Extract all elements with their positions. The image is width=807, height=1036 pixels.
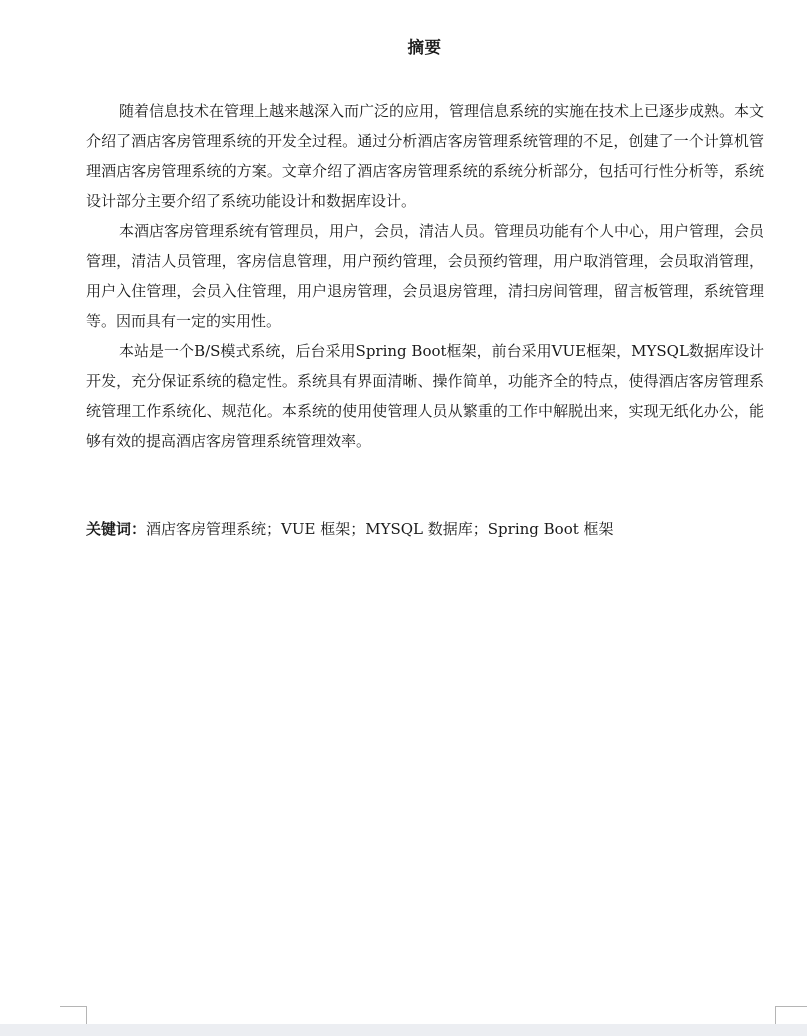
keywords-label: 关键词： [86,520,147,538]
abstract-paragraph-2: 本酒店客房管理系统有管理员，用户，会员，清洁人员。管理员功能有个人中心，用户管理，会员管理，清洁人员管理，客房信息管理，用户预约管理，会员预约管理，用户取消管理，会员取消管理，用户入住管理，会员入住管理，用户退房管理，会员退房管理，清扫房间管理，留言板管理，系统管理等。因而具有一定的实用性。 [86,222,765,330]
page-corner-mark-left [60,1006,87,1025]
abstract-body [86,96,764,456]
page-corner-mark-right [775,1006,807,1025]
page-title: 摘要 [407,38,442,57]
abstract-paragraph-1: 随着信息技术在管理上越来越深入而广泛的应用，管理信息系统的实施在技术上已逐步成熟。本文介绍了酒店客房管理系统的开发全过程。通过分析酒店客房管理系统管理的不足，创建了一个计算机管理酒店客房管理系统的方案。文章介绍了酒店客房管理系统的系统分析部分，包括可行性分析等，系统设计部分主要介绍了系统功能设计和数据库设计。 [86,102,765,210]
keywords-line [86,514,764,544]
abstract-paragraph-3: 本站是一个B/S模式系统，后台采用Spring Boot框架，前台采用VUE框架，MYSQL数据库设计开发，充分保证系统的稳定性。系统具有界面清晰、操作简单，功能齐全的特点，使得酒店客房管理系统管理工作系统化、规范化。本系统的使用使管理人员从繁重的工作中解脱出来，实现无纸化办公，能够有效的提高酒店客房管理系统管理效率。 [86,342,764,450]
page-gap-bar [0,1024,807,1036]
keywords-text: 酒店客房管理系统；VUE 框架；MYSQL 数据库；Spring Boot 框架 [146,520,614,538]
